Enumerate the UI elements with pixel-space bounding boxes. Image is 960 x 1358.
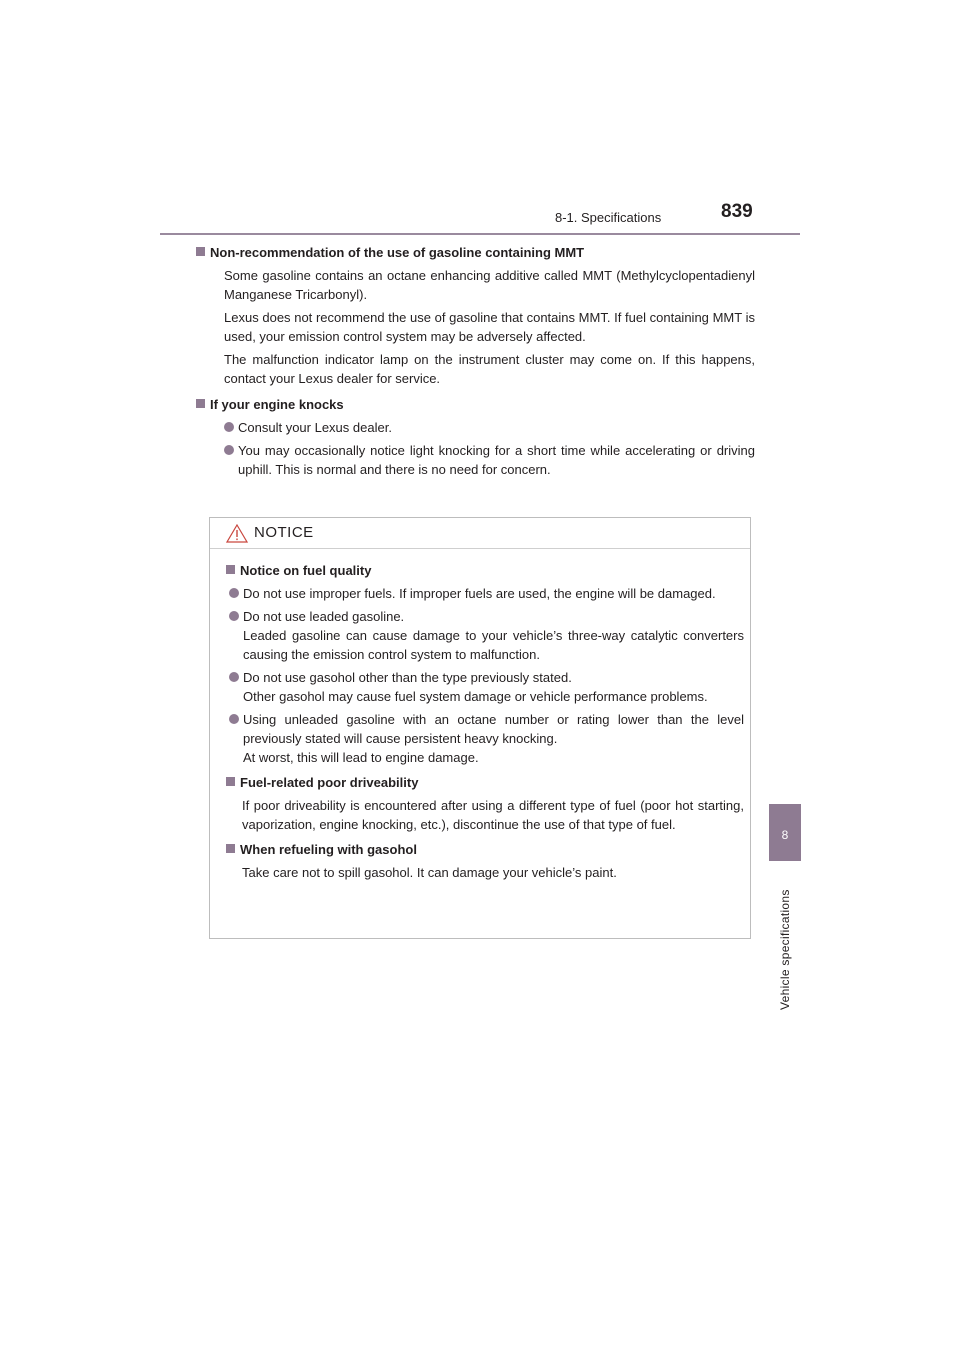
notice-title: NOTICE: [254, 524, 314, 541]
driveability-paragraph: If poor driveability is encountered after using a different type of fuel (poor hot starting, vaporization, engine knocking, etc.), discontinue the use of that type of fuel.: [242, 798, 744, 832]
notice-box: [209, 517, 751, 939]
notice-header: [210, 518, 750, 549]
square-bullet-icon: [226, 844, 235, 853]
driveability-heading: Fuel-related poor driveability: [240, 775, 419, 790]
section-heading: [210, 395, 755, 414]
fuel-quality-bullet-3-line-1: Do not use gasohol other than the type previously stated.: [243, 670, 572, 685]
main-content: [210, 243, 755, 479]
mmt-paragraph-2: Lexus does not recommend the use of gasoline that contains MMT. If fuel containing MMT is used, your emission control system may be adversely affected.: [224, 310, 755, 344]
list-item: [243, 710, 744, 767]
fuel-quality-heading: Notice on fuel quality: [240, 563, 372, 578]
notice-content: [228, 561, 744, 882]
round-bullet-icon: [229, 611, 239, 621]
list-item: [238, 441, 755, 479]
fuel-quality-bullet-4-line-2: At worst, this will lead to engine damage.: [243, 750, 479, 765]
knocks-bullet-2: You may occasionally notice light knocking for a short time while accelerating or driving uphill. This is normal and there is no need for concern.: [238, 443, 755, 477]
square-bullet-icon: [196, 247, 205, 256]
gasohol-heading: When refueling with gasohol: [240, 842, 417, 857]
fuel-quality-bullet-2-line-2: Leaded gasoline can cause damage to your vehicle’s three-way catalytic converters causing the emission control system to malfunction.: [243, 628, 744, 662]
page-number: 839: [721, 201, 753, 222]
square-bullet-icon: [226, 777, 235, 786]
chapter-tab: [769, 804, 801, 861]
mmt-paragraph-1: Some gasoline contains an octane enhancing additive called MMT (Methylcyclopentadienyl Manganese Tricarbonyl).: [224, 268, 755, 302]
section-heading: [240, 561, 744, 580]
fuel-quality-bullet-2-line-1: Do not use leaded gasoline.: [243, 609, 405, 624]
chapter-number: 8: [781, 828, 789, 842]
fuel-quality-bullet-3-line-2: Other gasohol may cause fuel system damage or vehicle performance problems.: [243, 689, 708, 704]
square-bullet-icon: [226, 565, 235, 574]
warning-triangle-icon: [226, 524, 248, 548]
round-bullet-icon: [229, 714, 239, 724]
round-bullet-icon: [224, 422, 234, 432]
section-title: 8-1. Specifications: [555, 210, 662, 225]
round-bullet-icon: [224, 445, 234, 455]
chapter-label: Vehicle specifications: [778, 889, 792, 1010]
round-bullet-icon: [229, 672, 239, 682]
page-header: [0, 200, 800, 234]
mmt-paragraph-3: The malfunction indicator lamp on the instrument cluster may come on. If this happens, contact your Lexus dealer for service.: [224, 352, 755, 386]
section-heading: [240, 840, 744, 859]
list-item: [243, 607, 744, 664]
mmt-heading: Non-recommendation of the use of gasoline containing MMT: [210, 245, 585, 260]
list-item: [243, 584, 744, 603]
list-item: [243, 668, 744, 706]
gasohol-paragraph: Take care not to spill gasohol. It can damage your vehicle’s paint.: [242, 865, 617, 880]
round-bullet-icon: [229, 588, 239, 598]
square-bullet-icon: [196, 399, 205, 408]
fuel-quality-bullet-4-line-1: Using unleaded gasoline with an octane number or rating lower than the level previously stated will cause persistent heavy knocking.: [243, 712, 744, 746]
section-heading: [240, 773, 744, 792]
knocks-bullet-1: Consult your Lexus dealer.: [238, 420, 392, 435]
knocks-heading: If your engine knocks: [210, 397, 344, 412]
list-item: [238, 418, 755, 437]
section-heading: [210, 243, 755, 262]
header-divider: [160, 233, 800, 235]
fuel-quality-bullet-1: Do not use improper fuels. If improper fuels are used, the engine will be damaged.: [243, 586, 716, 601]
